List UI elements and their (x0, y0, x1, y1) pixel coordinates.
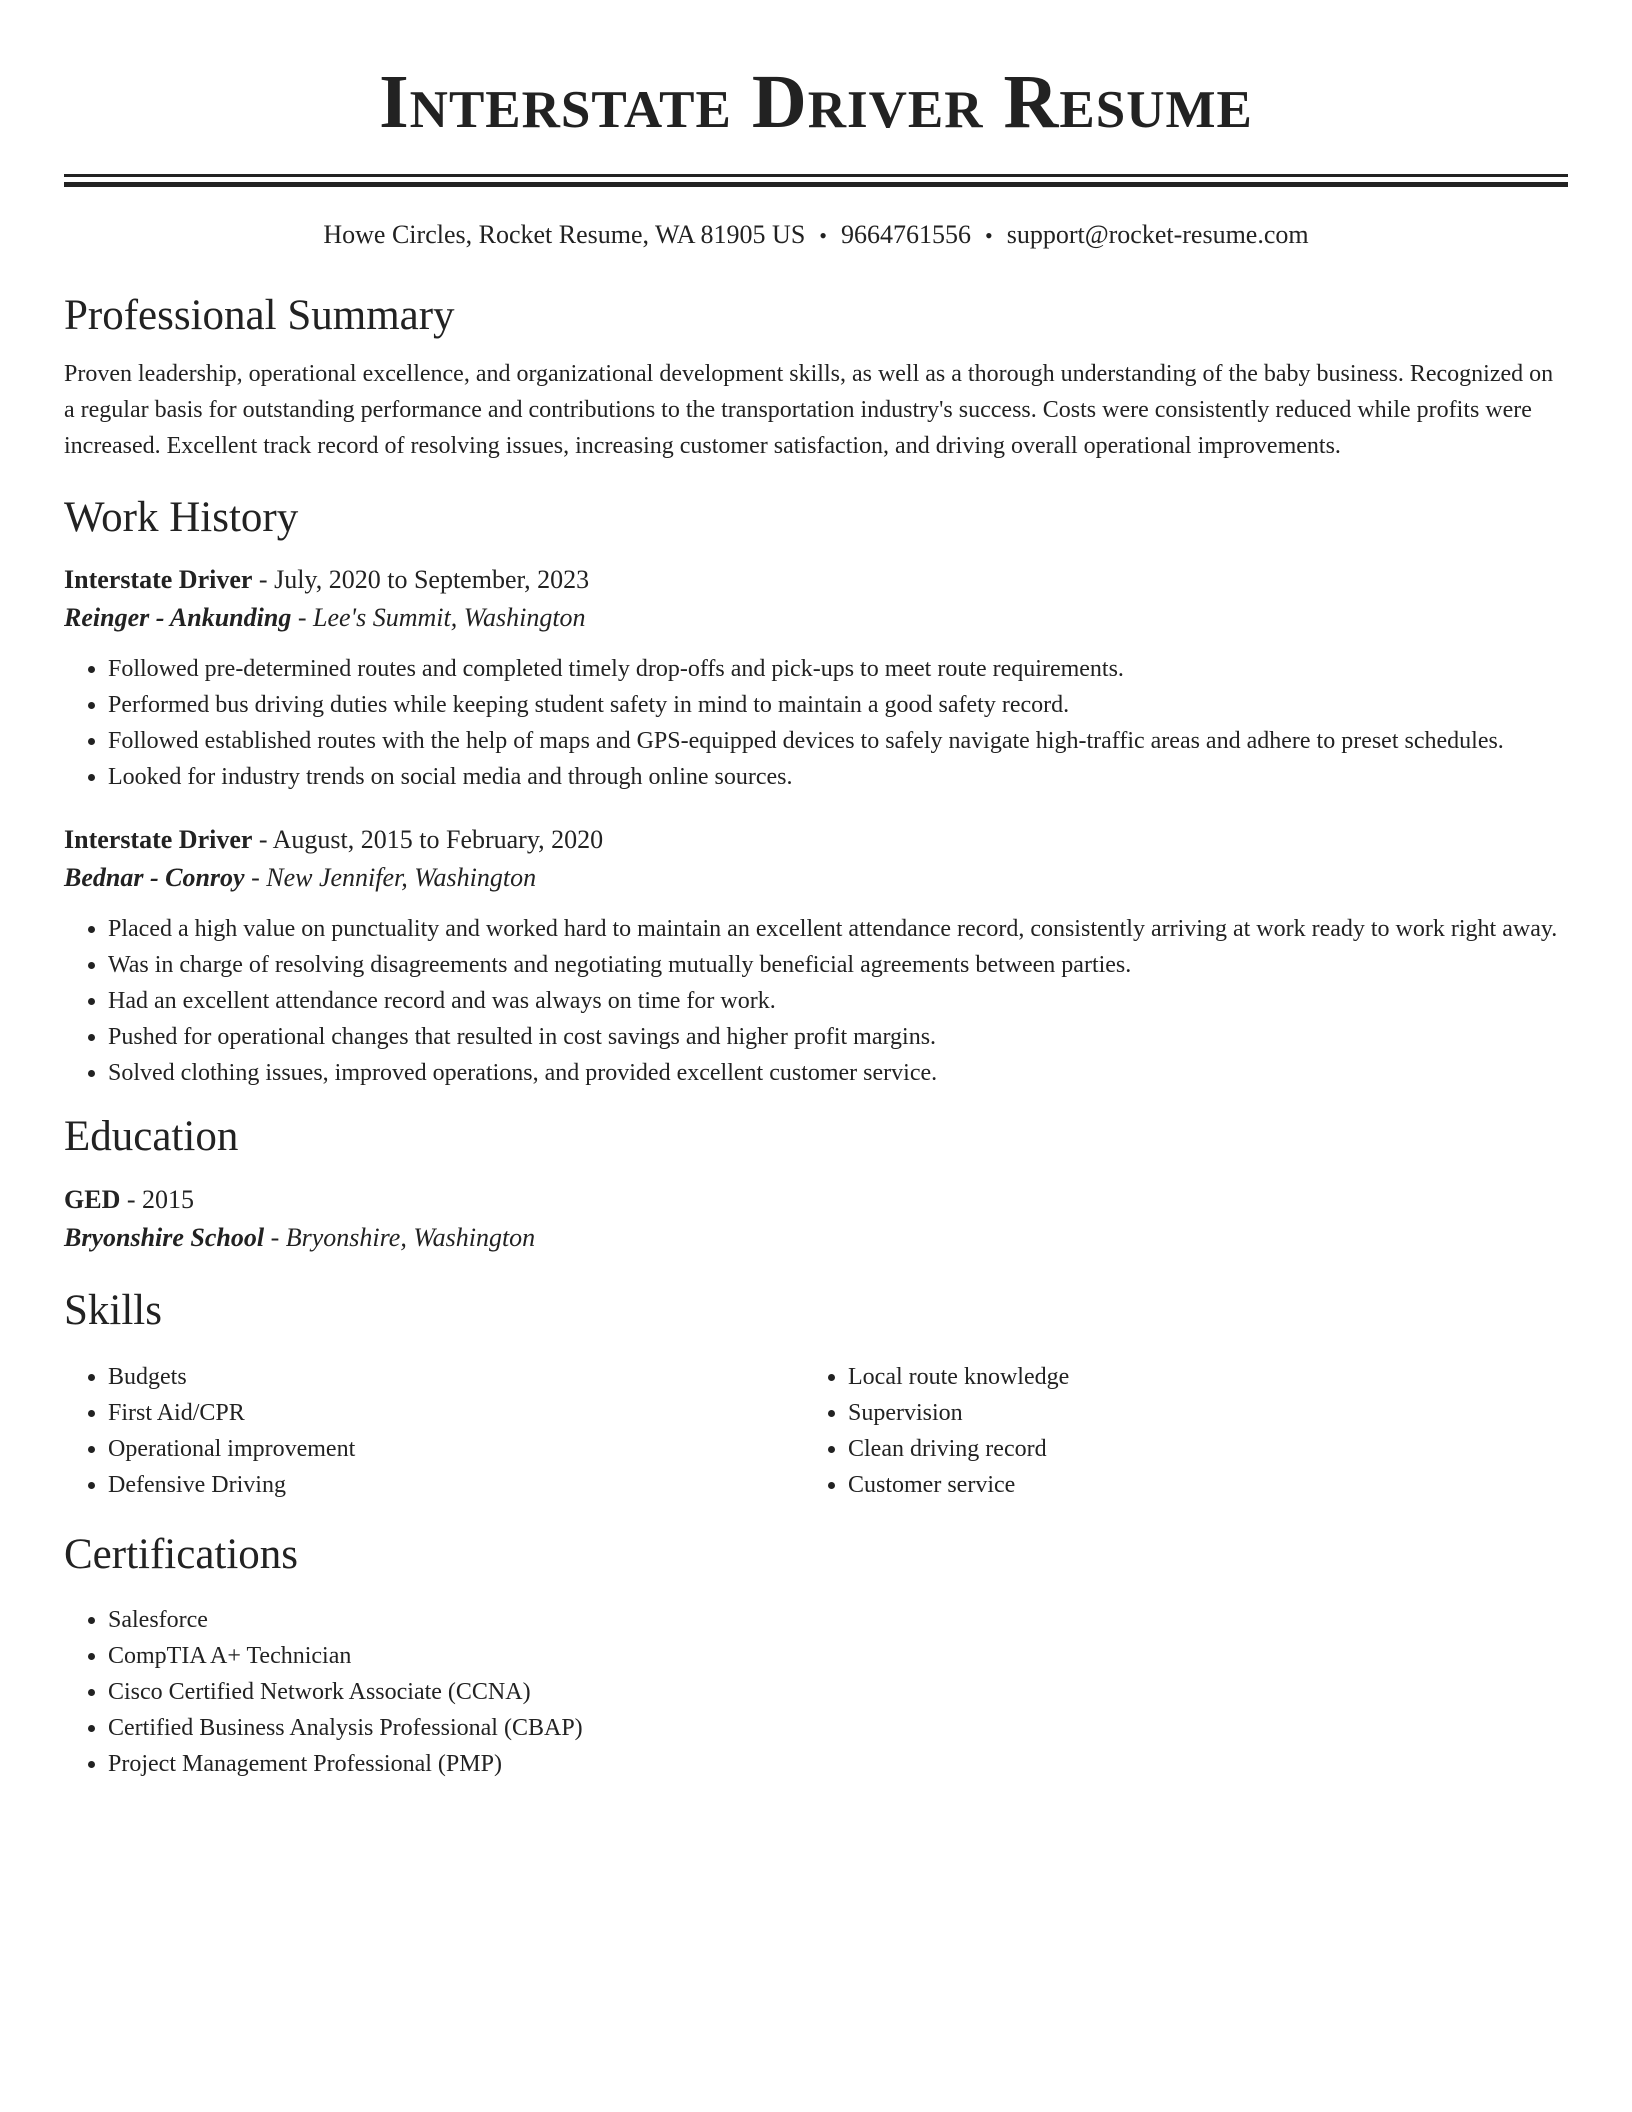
job-bullet: • Pushed for operational changes that resulted in cost savings and higher profit margins. (108, 1019, 1568, 1055)
skill-item: • First Aid/CPR (108, 1395, 804, 1431)
certification-item: • Certified Business Analysis Professional (CBAP) (108, 1710, 1568, 1746)
skills-heading: Skills (64, 1286, 162, 1334)
work-history-heading: Work History (64, 493, 299, 541)
job-location: - Lee's Summit, Washington (291, 603, 586, 633)
certification-item: • Project Management Professional (PMP) (108, 1746, 1568, 1782)
summary-text: Proven leadership, operational excellence, and organizational development skills, as well as a thorough understanding of the baby business. Recognized on a regular basis for outstanding performance and contributions to the transportation industry's success. Costs were consistently reduced while profits were increased. Excellent track record of resolving issues, increasing customer satisfaction, and driving overall operational improvements. (64, 360, 1554, 459)
education-year: - 2015 (120, 1184, 195, 1214)
education-location: - Bryonshire, Washington (264, 1222, 536, 1252)
job-bullet: • Performed bus driving duties while keeping student safety in mind to maintain a good safety record. (108, 687, 1568, 723)
contact-email: support@rocket-resume.com (1006, 220, 1309, 249)
contact-address: Howe Circles, Rocket Resume, WA 81905 US (323, 220, 806, 249)
job-entry (64, 821, 1568, 1091)
education-heading: Education (64, 1113, 239, 1161)
job-company-line (64, 599, 1568, 637)
education-degree-line (64, 1181, 1568, 1219)
skill-item: • Budgets (108, 1359, 804, 1395)
certification-item: • CompTIA A+ Technician (108, 1638, 1568, 1674)
contact-line (64, 219, 1568, 250)
education-degree: GED (64, 1184, 121, 1214)
job-title-line (64, 561, 1568, 599)
contact-separator: • (985, 223, 993, 248)
job-title-line (64, 821, 1568, 859)
skill-item: • Clean driving record (848, 1431, 1544, 1467)
job-company: Reinger - Ankunding (64, 603, 292, 633)
skill-item: • Operational improvement (108, 1431, 804, 1467)
certifications-list (64, 1602, 1568, 1782)
job-entry (64, 561, 1568, 795)
skill-item: • Local route knowledge (848, 1359, 1544, 1395)
job-bullet: • Was in charge of resolving disagreements and negotiating mutually beneficial agreements between parties. (108, 947, 1568, 983)
skill-item: • Defensive Driving (108, 1467, 804, 1503)
title-double-rule (64, 174, 1568, 187)
resume-title: Interstate Driver Resume (379, 60, 1253, 144)
education-entry (64, 1181, 1568, 1257)
skills-columns (64, 1359, 1568, 1503)
contact-separator: • (819, 223, 827, 248)
job-company-line (64, 859, 1568, 897)
job-location: - New Jennifer, Washington (244, 863, 537, 893)
job-role: Interstate Driver (64, 565, 253, 595)
job-bullet: • Followed pre-determined routes and completed timely drop-offs and pick-ups to meet route requirements. (108, 651, 1568, 687)
certifications-heading: Certifications (64, 1530, 299, 1578)
job-bullet: • Looked for industry trends on social media and through online sources. (108, 759, 1568, 795)
education-school-line (64, 1219, 1568, 1257)
job-bullets (64, 651, 1568, 795)
certification-item: • Cisco Certified Network Associate (CCNA) (108, 1674, 1568, 1710)
job-bullet: • Followed established routes with the help of maps and GPS-equipped devices to safely navigate high-traffic areas and adhere to preset schedules. (108, 723, 1568, 759)
job-bullet: • Had an excellent attendance record and was always on time for work. (108, 983, 1568, 1019)
summary-heading: Professional Summary (64, 292, 455, 340)
contact-phone: 9664761556 (841, 220, 971, 249)
job-bullets (64, 911, 1568, 1091)
job-bullet: • Solved clothing issues, improved operations, and provided excellent customer service. (108, 1055, 1568, 1091)
job-dates: - July, 2020 to September, 2023 (252, 565, 590, 595)
certification-item: • Salesforce (108, 1602, 1568, 1638)
job-role: Interstate Driver (64, 825, 253, 855)
job-dates: - August, 2015 to February, 2020 (252, 825, 604, 855)
education-school: Bryonshire School (64, 1222, 265, 1252)
skills-column-right (804, 1359, 1544, 1503)
skill-item: • Customer service (848, 1467, 1544, 1503)
skills-column-left (64, 1359, 804, 1503)
skill-item: • Supervision (848, 1395, 1544, 1431)
job-company: Bednar - Conroy (64, 863, 245, 893)
job-bullet: • Placed a high value on punctuality and worked hard to maintain an excellent attendance record, consistently arriving at work ready to work right away. (108, 911, 1568, 947)
